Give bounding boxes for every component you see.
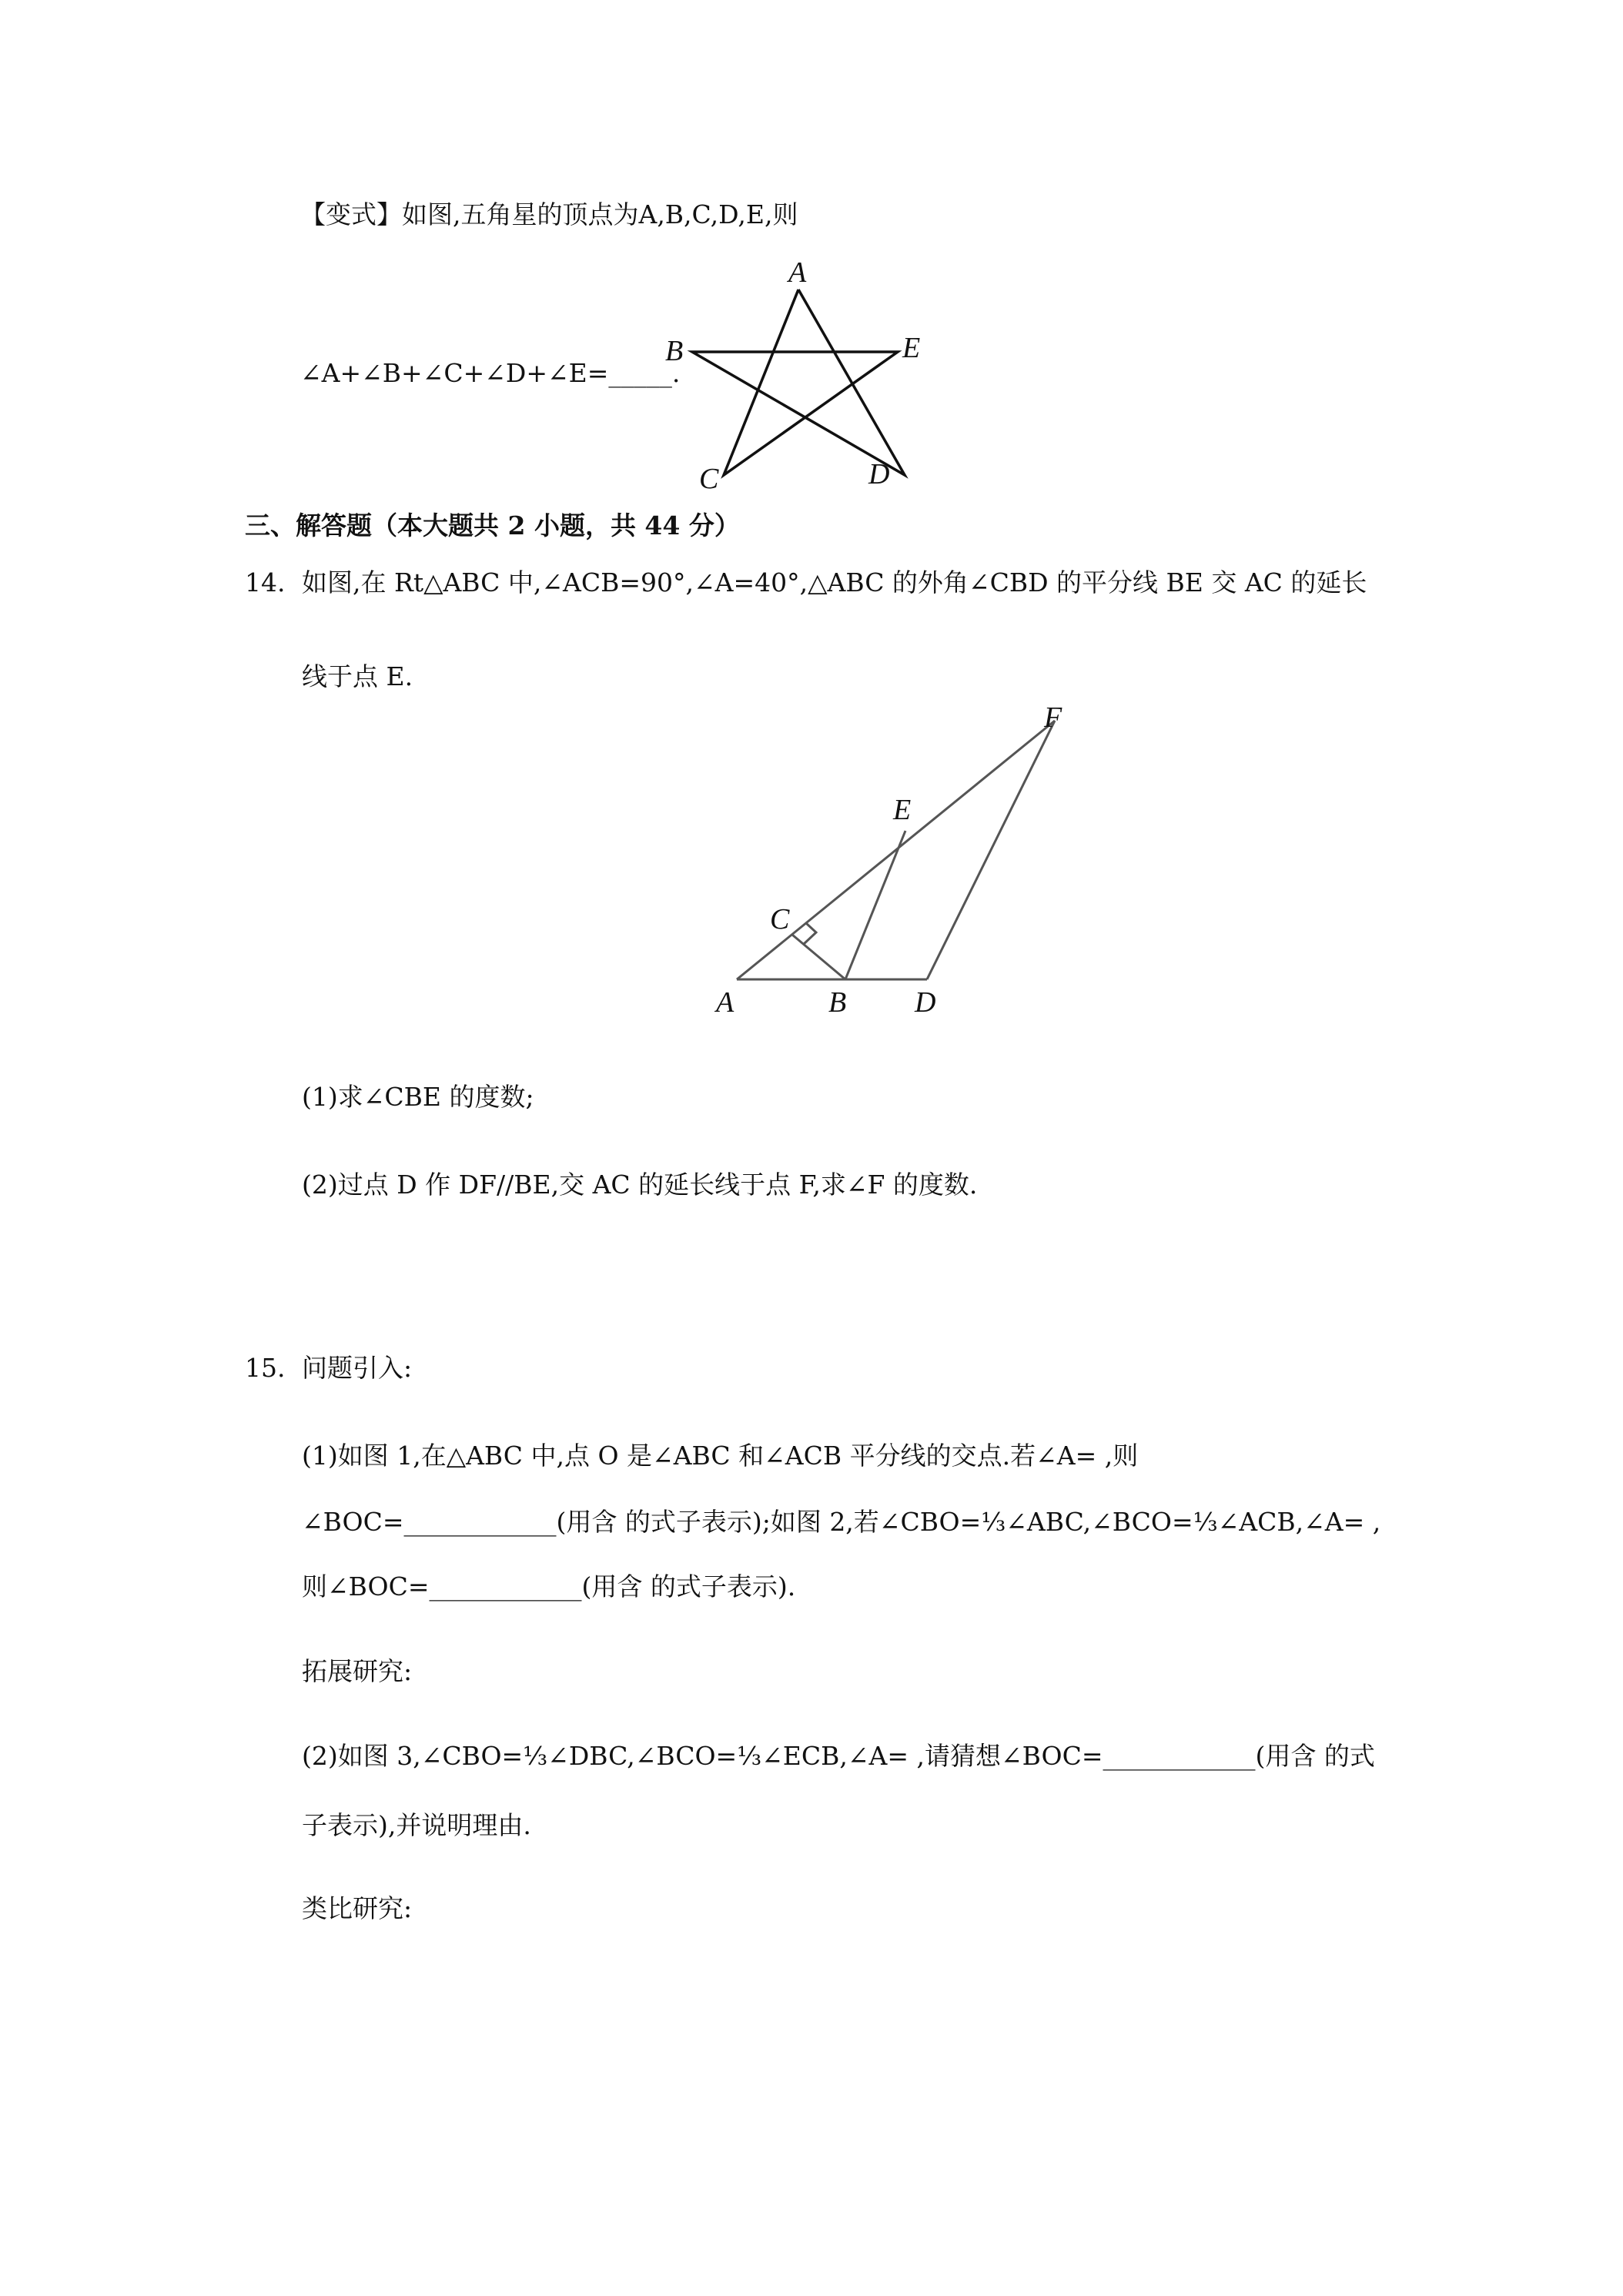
q15-part1-line-3: 则∠BOC=____________(用含 的式子表示).: [302, 1571, 796, 1602]
section-3-heading: 三、解答题（本大题共 2 小题，共 44 分）: [245, 510, 740, 541]
q14-part-1: (1)求∠CBE 的度数;: [302, 1082, 534, 1112]
label-F: F: [1044, 701, 1062, 734]
q14-number: 14.: [245, 567, 286, 597]
label-C: C: [699, 463, 719, 495]
q15-part1-line-2: ∠BOC=____________(用含 的式子表示);如图 2,若∠CBO=⅓∠ABC,∠BCO=⅓∠ACB,∠A= ,: [302, 1507, 1381, 1537]
triangle-figure: [0, 0, 1623, 1078]
q15-number: 15.: [245, 1353, 286, 1383]
q14-line-1: 如图,在 Rt△ABC 中,∠ACB=90°,∠A=40°,△ABC 的外角∠CBD 的平分线 BE 交 AC 的延长: [302, 567, 1367, 597]
label-B: B: [665, 335, 684, 367]
q15-analog-heading: 类比研究:: [302, 1893, 413, 1923]
label-C: C: [770, 903, 790, 935]
q15-part1-line-1: (1)如图 1,在△ABC 中,点 O 是∠ABC 和∠ACB 平分线的交点.若∠A= ,则: [302, 1441, 1139, 1471]
q15-part2-line-1: (2)如图 3,∠CBO=⅓∠DBC,∠BCO=⅓∠ECB,∠A= ,请猜想∠BOC=____________(用含 的式: [302, 1741, 1375, 1771]
q15-extend-heading: 拓展研究:: [302, 1656, 413, 1686]
label-D: D: [868, 458, 890, 490]
q15-intro: 问题引入:: [302, 1353, 413, 1383]
label-B: B: [828, 986, 847, 1019]
label-E: E: [893, 794, 912, 826]
q15-part2-line-2: 子表示),并说明理由.: [302, 1810, 531, 1840]
label-A: A: [716, 986, 735, 1019]
label-D: D: [915, 986, 936, 1019]
q14-line-2: 线于点 E.: [302, 661, 413, 691]
label-E: E: [902, 332, 921, 364]
variant-line-2: ∠A+∠B+∠C+∠D+∠E=_____.: [300, 358, 681, 388]
q14-part-2: (2)过点 D 作 DF//BE,交 AC 的延长线于点 F,求∠F 的度数.: [302, 1170, 978, 1200]
label-A: A: [788, 256, 807, 289]
variant-line-1: 【变式】如图,五角星的顶点为A,B,C,D,E,则: [300, 199, 798, 229]
